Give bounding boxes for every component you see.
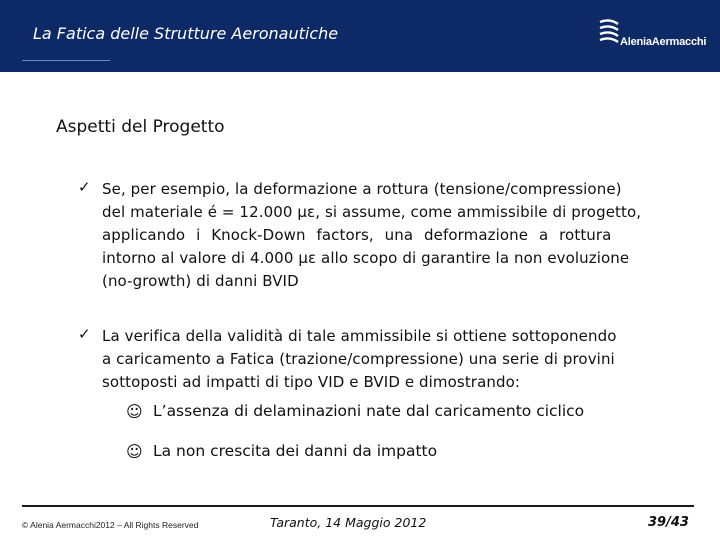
bullet-line: applicando i Knock-Down factors, una deformazione a rottura — [102, 226, 612, 244]
logo-swoosh-icon — [598, 16, 620, 52]
alenia-aermacchi-logo — [598, 16, 716, 56]
bullet-line: La verifica della validità di tale ammissibile si ottiene sottoponendo — [102, 327, 617, 345]
header-accent-line — [22, 60, 110, 61]
smiley-icon: ☺ — [126, 442, 143, 461]
bullet-text — [102, 325, 670, 394]
sub-item-text: La non crescita dei danni da impatto — [153, 442, 438, 460]
event-location-date: Taranto, 14 Maggio 2012 — [270, 515, 427, 530]
logo-text: AleniaAermacchi — [620, 36, 707, 48]
footer-divider — [22, 505, 694, 507]
copyright-notice: © Alenia Aermacchi2012 – All Rights Reserved — [22, 520, 199, 530]
section-title: Aspetti del Progetto — [56, 117, 225, 137]
bullet-line: a caricamento a Fatica (trazione/compressione) una serie di provini — [102, 350, 615, 368]
bullet-line: Se, per esempio, la deformazione a rottura (tensione/compressione) — [102, 180, 622, 198]
bullet-line: sottoposti ad impatti di tipo VID e BVID e dimostrando: — [102, 373, 521, 391]
bullet-line: del materiale é = 12.000 με, si assume, come ammissibile di progetto, — [102, 203, 642, 221]
smiley-icon: ☺ — [126, 402, 143, 421]
bullet-text — [102, 178, 670, 293]
presentation-title: La Fatica delle Strutture Aeronautiche — [33, 24, 339, 43]
sub-item-text: L’assenza di delaminazioni nate dal caricamento ciclico — [153, 402, 585, 420]
bullet-line: (no-growth) di danni BVID — [102, 272, 299, 290]
header-bar — [0, 0, 720, 72]
page-number: 39/43 — [648, 515, 689, 530]
bullet-line: intorno al valore di 4.000 με allo scopo di garantire la non evoluzione — [102, 249, 630, 267]
checkmark-icon: ✓ — [78, 325, 91, 343]
checkmark-icon: ✓ — [78, 178, 91, 196]
